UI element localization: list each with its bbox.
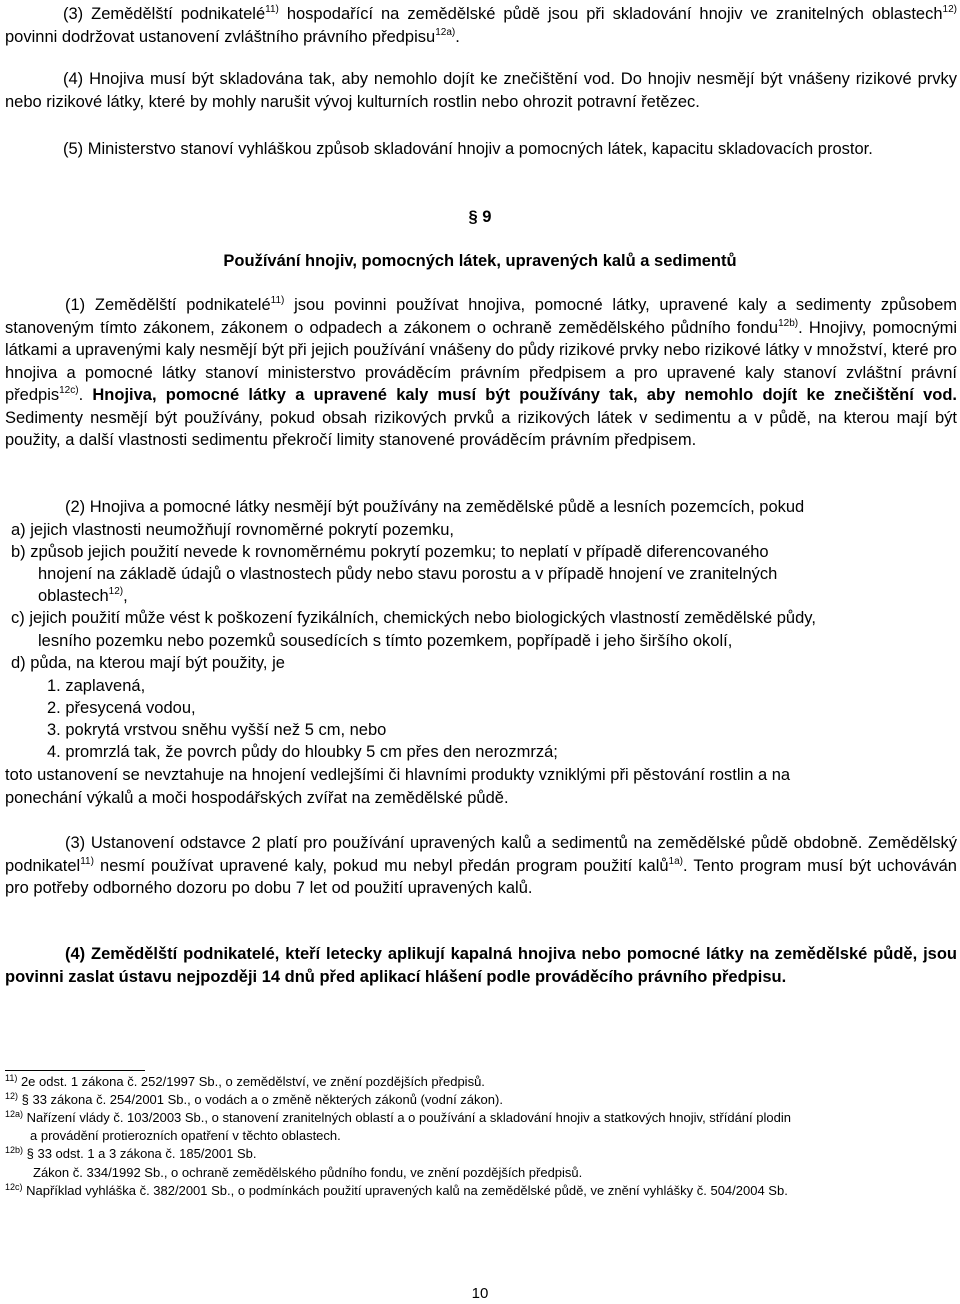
- section-9-paragraph-1: (1) Zemědělští podnikatelé$^{11)}$ jsou povinni používat hnojiva, pomocné látky, upravené kaly a sedimenty způsobem stanoveným tímto zákonem, zákonem o odpadech a zákonem o ochraně zemědělského půdního fondu$^{12b)}$. Hnojivy, pomocnými látkami a upravenými kaly nesmějí být při jejich používání vnášeny do půdy rizikové prvky nebo rizikové látky v množství, které pro hnojiva a pomocné látky stanoví ministerstvo prováděcím právním předpisem a pro upravené kaly stanoví zvláštní právní předpis$^{12c)}$. Hnojiva, pomocné látky a upravené kaly musí být používány tak, aby nemohlo dojít ke znečištění vod. Sedimenty nesmějí být používány, pokud obsah rizikových prvků a rizikových látek v sedimentu a v půdě, na kterou mají být použity, a další vlastnosti sedimentu překročí limity stanovené prováděcím právním předpisem.: [5, 295, 958, 449]
- list-item-c-line2: lesního pozemku nebo pozemků sousedících s tímto pozemkem, popřípadě i jeho širšího okolí,: [38, 632, 733, 650]
- list-item-b-line1: b) způsob jejich použití nevede k rovnoměrnému pokrytí pozemku; to neplatí v případě diferencovaného: [11, 543, 769, 561]
- paragraph-2-tail-line1: toto ustanovení se nevztahuje na hnojení vedlejšími či hlavními produkty vzniklými při pěstování rostlin a na: [5, 766, 791, 784]
- list-item-a: a) jejich vlastnosti neumožňují rovnoměrné pokrytí pozemku,: [11, 521, 454, 539]
- list-item-d: d) půda, na kterou mají být použity, je: [11, 654, 285, 672]
- section-9-paragraph-2-intro: (2) Hnojiva a pomocné látky nesmějí být používány na zemědělské půdě a lesních pozemcích, pokud: [65, 498, 805, 516]
- section-9-paragraph-4: (4) Zemědělští podnikatelé, kteří letecky aplikují kapalná hnojiva nebo pomocné látky na zemědělské půdě, jsou povinni zaslat ústavu nejpozději 14 dnů před aplikací hlášení podle prováděcího právního předpisu.: [5, 945, 957, 986]
- paragraph-2-tail-line2: ponechání výkalů a moči hospodářských zvířat na zemědělské půdě.: [5, 789, 509, 807]
- list-item-d2: 2. přesycená vodou,: [47, 699, 196, 717]
- footnote-12a-continued: a provádění protierozních opatření v těchto oblastech.: [30, 1128, 341, 1143]
- section-title: Používání hnojiv, pomocných látek, upravených kalů a sedimentů: [223, 252, 737, 270]
- section-9-paragraph-3: (3) Ustanovení odstavce 2 platí pro používání upravených kalů a sedimentů na zemědělské půdě obdobně. Zemědělský podnikatel$^{11)}$ nesmí používat upravené kaly, pokud mu nebyl předán program použití kalů$^{1a)}$. Tento program musí být uchováván pro potřeby odborného dozoru po dobu 7 let od použití upravených kalů.: [5, 834, 957, 897]
- footnote-11: $^{11)}$ 2e odst. 1 zákona č. 252/1997 Sb., o zemědělství, ve znění pozdějších předpisů.: [5, 1073, 485, 1089]
- footnote-12c: $^{12c)}$ Například vyhláška č. 382/2001 Sb., o podmínkách použití upravených kalů na zemědělské půdě, ve znění vyhlášky č. 504/2004 Sb.: [5, 1182, 788, 1198]
- footnote-12a: $^{12a)}$ Nařízení vlády č. 103/2003 Sb., o stanovení zranitelných oblastí a o používání a skladování hnojiv a statkových hnojiv, střídání plodin: [5, 1109, 791, 1125]
- footnote-12: $^{12)}$ § 33 zákona č. 254/2001 Sb., o vodách a o změně některých zákonů (vodní zákon).: [5, 1091, 503, 1107]
- paragraph-5-storage: (5) Ministerstvo stanoví vyhláškou způsob skladování hnojiv a pomocných látek, kapacitu skladovacích prostor.: [63, 140, 873, 158]
- footnote-separator: [5, 1070, 145, 1071]
- list-item-b-line3: oblastech$^{12)}$,: [38, 586, 128, 605]
- list-item-d3: 3. pokrytá vrstvou sněhu vyšší než 5 cm, nebo: [47, 721, 387, 739]
- page-number: 10: [471, 1285, 489, 1302]
- list-item-c-line1: c) jejich použití může vést k poškození fyzikálních, chemických nebo biologických vlastností zemědělské půdy,: [11, 609, 816, 627]
- section-number: § 9: [468, 208, 492, 226]
- list-item-d4: 4. promrzlá tak, že povrch půdy do hloubky 5 cm přes den nerozmrzá;: [47, 743, 558, 761]
- paragraph-4-storage: (4) Hnojiva musí být skladována tak, aby nemohlo dojít ke znečištění vod. Do hnojiv nesmějí být vnášeny rizikové prvky nebo rizikové látky, které by mohly narušit vývoj kulturních rostlin nebo ohrozit potravní řetězec.: [5, 70, 957, 111]
- list-item-d1: 1. zaplavená,: [47, 677, 146, 695]
- list-item-b-line2: hnojení na základě údajů o vlastnostech půdy nebo stavu porostu a v případě hnojení ve zranitelných: [38, 565, 778, 583]
- paragraph-3-storage: (3) Zemědělští podnikatelé$^{11)}$ hospodařící na zemědělské půdě jsou při skladování hnojiv ve zranitelných oblastech$^{12)}$ povinni dodržovat ustanovení zvláštního právního předpisu$^{12a)}$.: [5, 4, 957, 46]
- footnote-12b-continued: Zákon č. 334/1992 Sb., o ochraně zemědělského půdního fondu, ve znění pozdějších předpisů.: [33, 1165, 583, 1180]
- footnote-12b: $^{12b)}$ § 33 odst. 1 a 3 zákona č. 185/2001 Sb.: [5, 1145, 257, 1161]
